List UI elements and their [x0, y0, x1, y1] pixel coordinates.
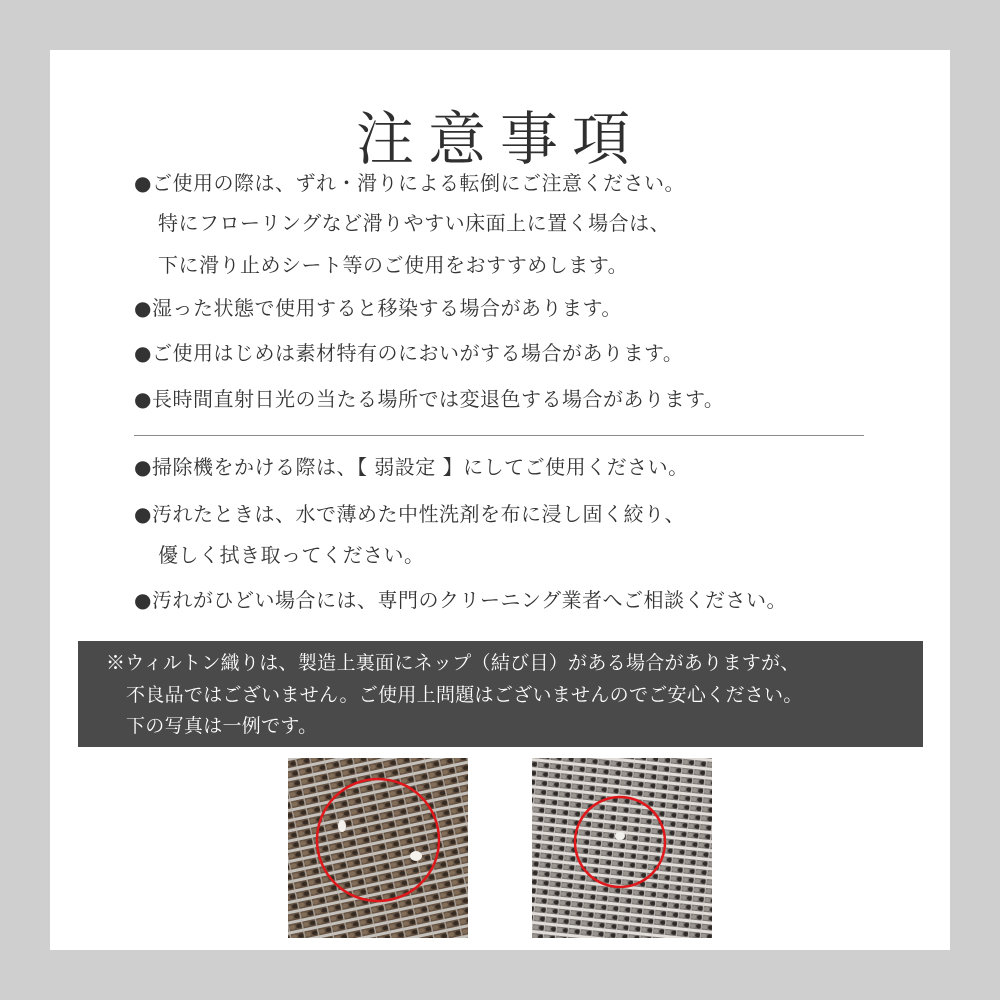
nep-example-photo-2 [532, 758, 712, 938]
usage-note-1: ●ご使用の際は、ずれ・滑りによる転倒にご注意ください。 [134, 171, 685, 195]
nep-notice-box [78, 641, 923, 747]
care-note-2-cont: 優しく拭き取ってください。 [158, 543, 425, 567]
nep-example-photo-1 [288, 758, 468, 938]
care-note-1: ●掃除機をかける際は、【 弱設定 】にしてご使用ください。 [134, 455, 689, 479]
usage-note-1-cont-2: 下に滑り止めシート等のご使用をおすすめします。 [158, 253, 629, 277]
nep-notice-line-3: 下の写真は一例です。 [126, 715, 318, 737]
usage-note-3: ●ご使用はじめは素材特有のにおいがする場合があります。 [134, 341, 684, 365]
nep-notice-line-1: ※ウィルトン織りは、製造上裏面にネップ（結び目）がある場合がありますが、 [106, 652, 800, 674]
section-divider [134, 435, 864, 436]
notice-card [50, 50, 950, 950]
weave-texture-image [532, 758, 712, 938]
usage-note-2: ●湿った状態で使用すると移染する場合があります。 [134, 296, 622, 320]
care-note-3: ●汚れがひどい場合には、専門のクリーニング業者へご相談ください。 [134, 588, 788, 612]
care-note-2: ●汚れたときは、水で薄めた中性洗剤を布に浸し固く絞り、 [134, 502, 685, 526]
weave-texture-image [288, 758, 468, 938]
usage-note-4: ●長時間直射日光の当たる場所では変退色する場合があります。 [134, 387, 725, 411]
nep-notice-line-2: 不良品ではございません。ご使用上問題はございませんのでご安心ください。 [126, 684, 803, 706]
page-title: 注意事項 [355, 105, 644, 173]
usage-note-1-cont-1: 特にフローリングなど滑りやすい床面上に置く場合は、 [158, 211, 671, 235]
